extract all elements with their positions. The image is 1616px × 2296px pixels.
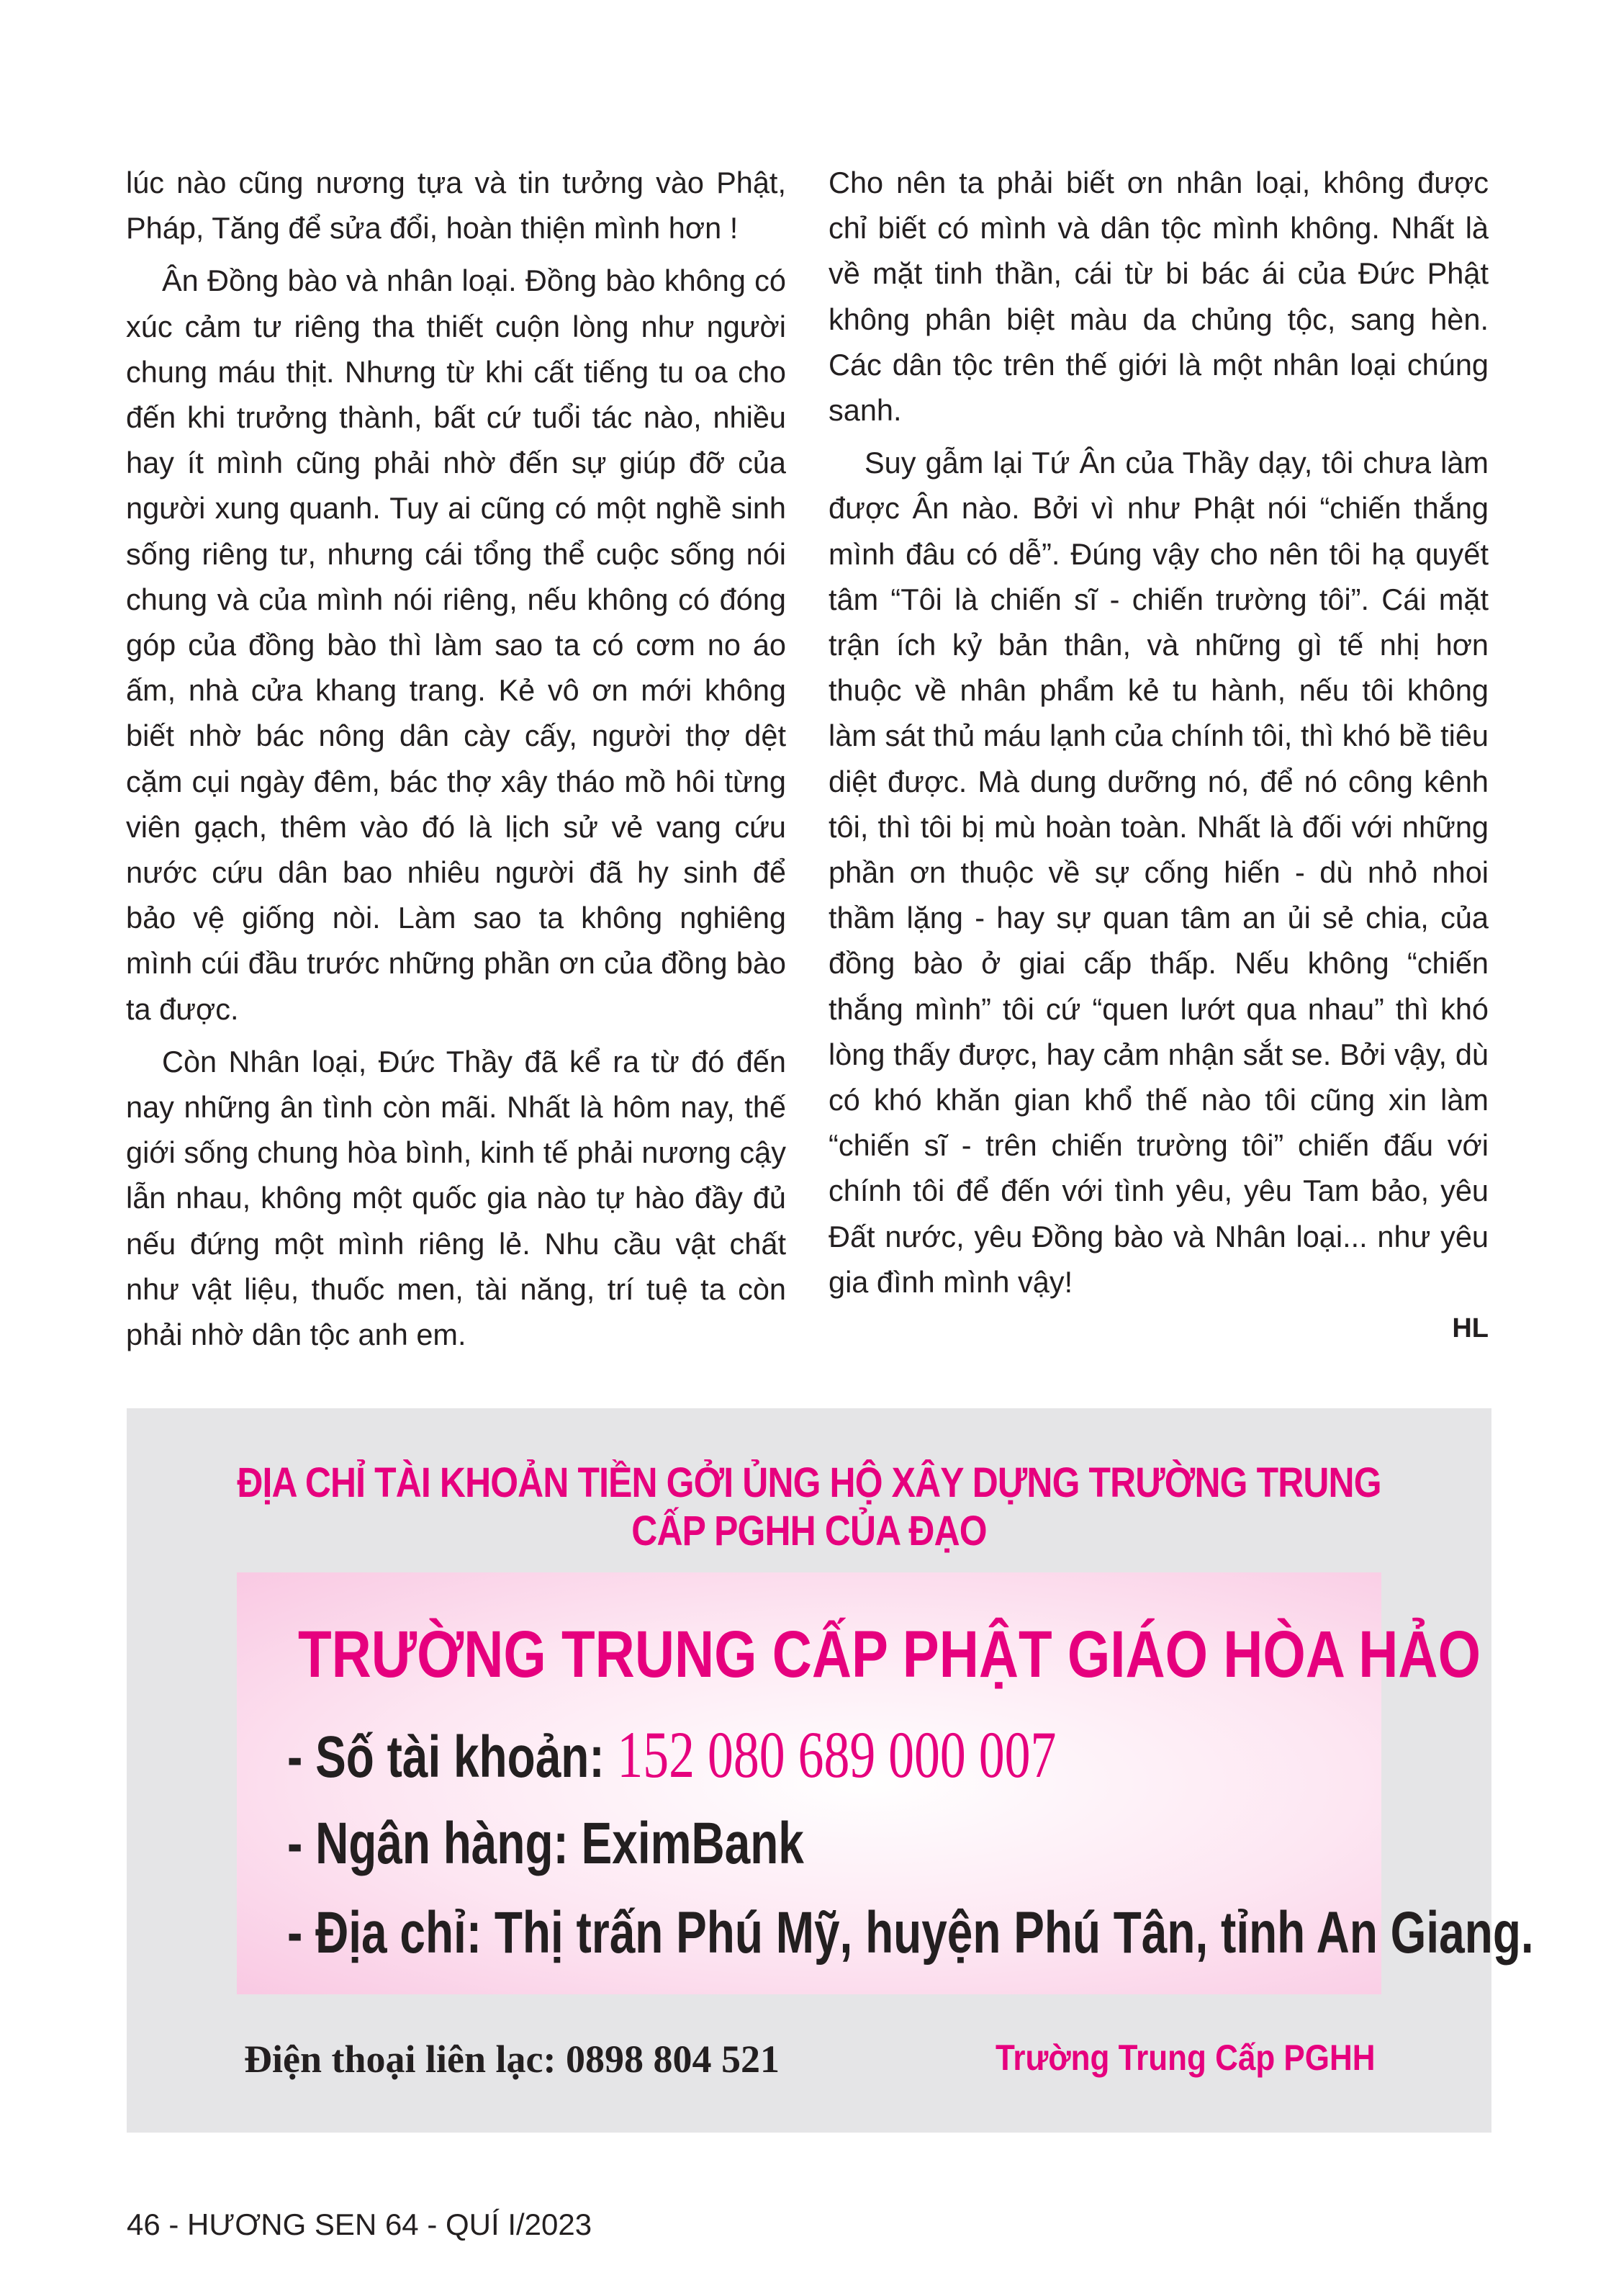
organization-name: Trường Trung Cấp PGHH: [996, 2038, 1376, 2078]
contact-phone: Điện thoại liên lạc: 0898 804 521: [244, 2038, 780, 2081]
school-name: TRƯỜNG TRUNG CẤP PHẬT GIÁO HÒA HẢO: [298, 1618, 1481, 1691]
page-footer: 46 - HƯƠNG SEN 64 - QUÍ I/2023: [127, 2207, 592, 2241]
donation-box: [127, 1408, 1534, 2133]
paragraph: Cho nên ta phải biết ơn nhân loại, không được chỉ biết có mình và dân tộc mình không. Nhất là về mặt tinh thần, cái từ bi bác ái của Đức Phật không phân biệt màu da chủng tộc, sang hèn. Các dân tộc trên thế giới là một nhân loại chúng sanh.: [829, 166, 1489, 428]
account-line: [287, 1716, 1056, 1793]
account-label: - Số tài khoản:: [287, 1724, 618, 1790]
paragraph: Còn Nhân loại, Đức Thầy đã kể ra từ đó đến nay những ân tình còn mãi. Nhất là hôm nay, thế giới sống chung hòa bình, kinh tế phải nương cậy lẫn nhau, không một quốc gia nào tự hào đầy đủ nếu đứng một mình riêng lẻ. Nhu cầu vật chất như vật liệu, thuốc men, tài năng, trí tuệ ta còn phải nhờ dân tộc anh em.: [126, 1044, 786, 1352]
article-column-left: [126, 160, 786, 1357]
bank-line: - Ngân hàng: EximBank: [287, 1811, 804, 1876]
address-line: - Địa chỉ: Thị trấn Phú Mỹ, huyện Phú Tân, tỉnh An Giang.: [287, 1900, 1534, 1966]
account-number: 152 080 689 000 007: [617, 1718, 1057, 1791]
author-signature: HL: [1452, 1313, 1489, 1344]
paragraph: Suy gẫm lại Tứ Ân của Thầy dạy, tôi chưa làm được Ân nào. Bởi vì như Phật nói “chiến thắng mình đâu có dễ”. Đúng vậy cho nên tôi hạ quyết tâm “Tôi là chiến sĩ - chiến trường tôi”. Cái mặt trận ích kỷ bản thân, và những gì tế nhị hơn thuộc về nhân phẩm kẻ tu hành, nếu tôi không làm sát thủ máu lạnh của chính tôi, thì khó bề tiêu diệt được. Mà dung dưỡng nó, để nó công kênh tôi, thì tôi bị mù hoàn toàn. Nhất là đối với những phần ơn thuộc về sự cống hiến - dù nhỏ nhoi thầm lặng - hay sự quan tâm an ủi sẻ chia, của đồng bào ở giai cấp thấp. Nếu không “chiến thắng mình” tôi cứ “quen lướt qua nhau” thì khó lòng thấy được, hay cảm nhận sắt se. Bởi vậy, dù có khó khăn gian khổ thế nào tôi cũng xin làm “chiến sĩ - trên chiến trường tôi” chiến đấu với chính tôi để đến với tình yêu, yêu Tam bảo, yêu Đất nước, yêu Đồng bào và Nhân loại... như yêu gia đình mình vậy!: [829, 446, 1489, 1299]
paragraph: Ân Đồng bào và nhân loại. Đồng bào không có xúc cảm tư riêng tha thiết cuộn lòng như người chung máu thịt. Nhưng từ khi cất tiếng tu oa cho đến khi trưởng thành, bất cứ tuổi tác nào, nhiều hay ít mình cũng phải nhờ đến sự giúp đỡ của người xung quanh. Tuy ai cũng có một nghề sinh sống riêng tư, nhưng cái tổng thể cuộc sống nói chung và của mình nói riêng, nếu không có đóng góp của đồng bào thì làm sao ta có cơm no áo ấm, nhà cửa khang trang. Kẻ vô ơn mới không biết nhờ bác nông dân cày cấy, người thợ dệt cặm cụi ngày đêm, bác thợ xây tháo mồ hôi từng viên gạch, thêm vào đó là lịch sử vẻ vang cứu nước cứu dân bao nhiêu người đã hy sinh để bảo vệ giống nòi. Làm sao ta không nghiêng mình cúi đầu trước những phần ơn của đồng bào ta được.: [126, 264, 786, 1026]
account-panel: [237, 1572, 1534, 1994]
article-column-right: [829, 160, 1489, 1346]
donation-title: ĐỊA CHỈ TÀI KHOẢN TIỀN GỞI ỦNG HỘ XÂY DỰNG TRƯỜNG TRUNG CẤP PGHH CỦA ĐẠO: [237, 1459, 1381, 1554]
paragraph: lúc nào cũng nương tựa và tin tưởng vào Phật, Pháp, Tăng để sửa đổi, hoàn thiện mình hơn !: [126, 166, 786, 246]
